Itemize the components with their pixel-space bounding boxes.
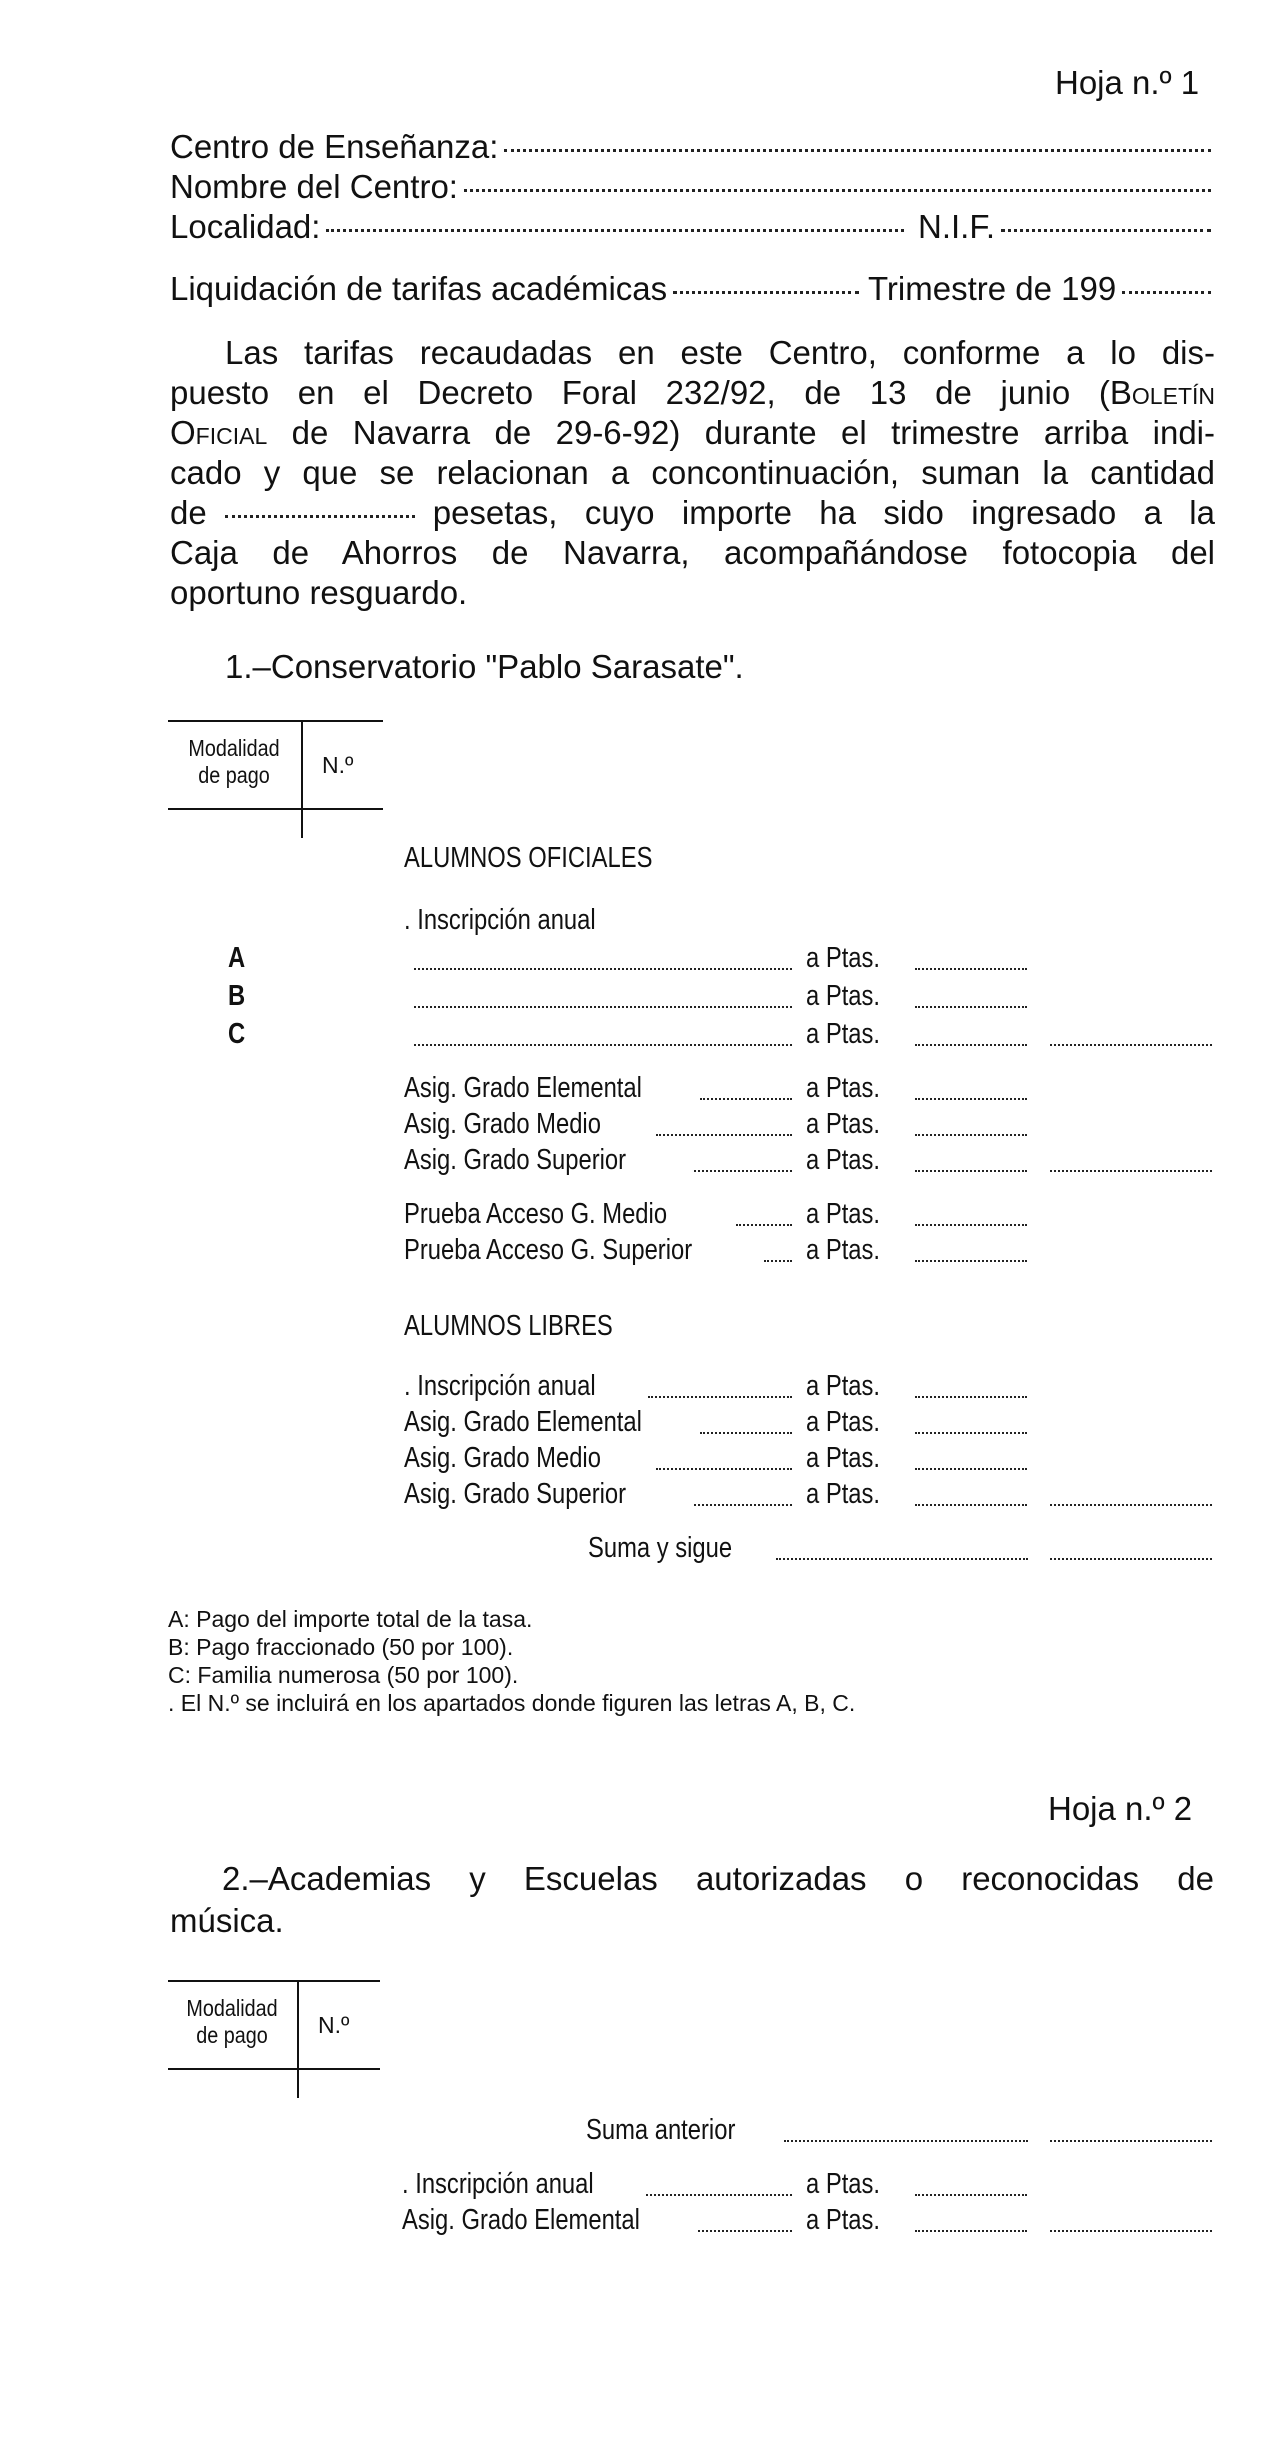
suma-y-sigue-label: Suma y sigue xyxy=(588,1532,733,1564)
table2-divider xyxy=(297,1980,299,2098)
row-libre-superior-a-ptas: a Ptas. xyxy=(806,1478,881,1510)
row-a-a-ptas: a Ptas. xyxy=(806,942,881,974)
inscripcion-anual-label: . Inscripción anual xyxy=(404,904,596,936)
suma-anterior-row xyxy=(0,2114,1283,2150)
letter-b: B xyxy=(228,980,246,1012)
row-prueba-medio-a-ptas: a Ptas. xyxy=(806,1198,881,1230)
row2-inscripcion-a-ptas: a Ptas. xyxy=(806,2168,881,2200)
note-b: B: Pago fraccionado (50 por 100). xyxy=(168,1634,514,1660)
note-c: C: Familia numerosa (50 por 100). xyxy=(168,1662,519,1688)
row-oficial-elemental-a-ptas: a Ptas. xyxy=(806,1072,881,1104)
row-libre-inscripcion-a-ptas: a Ptas. xyxy=(806,1370,881,1402)
row-oficial-medio-label: Asig. Grado Medio xyxy=(404,1108,601,1140)
row2-elemental-label: Asig. Grado Elemental xyxy=(402,2204,640,2236)
para-line-5-de: de xyxy=(170,494,207,531)
row-prueba-medio-label: Prueba Acceso G. Medio xyxy=(404,1198,668,1230)
section-2-title-line-2: música. xyxy=(170,1902,284,1939)
intro-paragraph xyxy=(170,333,1215,613)
row-libre-medio-a-ptas: a Ptas. xyxy=(806,1442,881,1474)
sheet-number-1: Hoja n.º 1 xyxy=(1055,64,1200,101)
boletin-word: Boletín xyxy=(1109,374,1215,411)
section-2-title-line-1: 2.–Academias y Escuelas autorizadas o reconocidas de xyxy=(222,1860,1214,1897)
para-line-7: oportuno resguardo. xyxy=(170,574,468,611)
sheet-number-2: Hoja n.º 2 xyxy=(1048,1790,1193,1827)
para-line-6: Caja de Ahorros de Navarra, acompañándose fotocopia del xyxy=(170,534,1215,571)
table-divider xyxy=(301,720,303,838)
trimestre-line xyxy=(868,270,1217,308)
row-oficial-medio xyxy=(0,1108,1283,1144)
row-oficial-elemental xyxy=(0,1072,1283,1108)
table-bottom-rule xyxy=(168,808,383,810)
oficial-word: Oficial xyxy=(170,414,268,451)
trimestre-label: Trimestre de 199 xyxy=(868,270,1117,307)
row-oficial-elemental-label: Asig. Grado Elemental xyxy=(404,1072,642,1104)
section-1-title: 1.–Conservatorio "Pablo Sarasate". xyxy=(225,648,744,685)
numero-header: N.º xyxy=(322,752,354,778)
centro-ensenanza-line xyxy=(170,128,1217,166)
letter-a: A xyxy=(228,942,246,974)
localidad-line xyxy=(170,208,910,246)
para-line-3-text: de Navarra de 29-6-92) durante el trimestre arriba indi- xyxy=(267,414,1215,451)
suma-anterior-label: Suma anterior xyxy=(586,2114,736,2146)
modalidad-header-2: Modalidad de pago xyxy=(186,1995,278,2048)
row-oficial-superior-label: Asig. Grado Superior xyxy=(404,1144,627,1176)
row-a xyxy=(0,942,1283,978)
row-libre-inscripcion-label: . Inscripción anual xyxy=(404,1370,596,1402)
note-n: . El N.º se incluirá en los apartados donde figuren las letras A, B, C. xyxy=(168,1690,856,1716)
centro-ensenanza-label: Centro de Enseñanza: xyxy=(170,128,499,165)
nombre-centro-label: Nombre del Centro: xyxy=(170,168,458,205)
alumnos-libres-heading: ALUMNOS LIBRES xyxy=(404,1310,613,1342)
row-prueba-superior-label: Prueba Acceso G. Superior xyxy=(404,1234,693,1266)
row2-elemental-a-ptas: a Ptas. xyxy=(806,2204,881,2236)
row-libre-medio-label: Asig. Grado Medio xyxy=(404,1442,601,1474)
row-libre-elemental-a-ptas: a Ptas. xyxy=(806,1406,881,1438)
numero-header-2: N.º xyxy=(318,2012,350,2038)
letter-c: C xyxy=(228,1018,246,1050)
nif-label: N.I.F. xyxy=(918,208,996,245)
row-c xyxy=(0,1018,1283,1054)
para-line-4: cado y que se relacionan a concontinuación, suman la cantidad xyxy=(170,454,1215,491)
nombre-centro-line xyxy=(170,168,1217,206)
row-libre-superior xyxy=(0,1478,1283,1514)
para-line-2 xyxy=(170,373,1215,413)
row2-elemental xyxy=(0,2204,1283,2240)
row-b xyxy=(0,980,1283,1016)
row2-inscripcion xyxy=(0,2168,1283,2204)
row-libre-superior-label: Asig. Grado Superior xyxy=(404,1478,627,1510)
table2-top-rule xyxy=(168,1980,380,1982)
row-oficial-medio-a-ptas: a Ptas. xyxy=(806,1108,881,1140)
row-libre-inscripcion xyxy=(0,1370,1283,1406)
row-oficial-superior xyxy=(0,1144,1283,1180)
note-a: A: Pago del importe total de la tasa. xyxy=(168,1606,533,1632)
nif-line xyxy=(918,208,1217,246)
row-libre-medio xyxy=(0,1442,1283,1478)
row-b-a-ptas: a Ptas. xyxy=(806,980,881,1012)
row-libre-elemental xyxy=(0,1406,1283,1442)
para-line-3 xyxy=(170,413,1215,453)
row-prueba-medio xyxy=(0,1198,1283,1234)
suma-y-sigue-row xyxy=(0,1532,1283,1568)
modalidad-header: Modalidad de pago xyxy=(188,735,280,788)
row-libre-elemental-label: Asig. Grado Elemental xyxy=(404,1406,642,1438)
para-line-5-text: pesetas, cuyo importe ha sido ingresado a la xyxy=(432,494,1215,531)
row-oficial-superior-a-ptas: a Ptas. xyxy=(806,1144,881,1176)
localidad-label: Localidad: xyxy=(170,208,321,245)
para-line-1: Las tarifas recaudadas en este Centro, conforme a lo dis- xyxy=(225,334,1215,371)
row-prueba-superior-a-ptas: a Ptas. xyxy=(806,1234,881,1266)
row-c-a-ptas: a Ptas. xyxy=(806,1018,881,1050)
row2-inscripcion-label: . Inscripción anual xyxy=(402,2168,594,2200)
row-prueba-superior xyxy=(0,1234,1283,1270)
liquidacion-label: Liquidación de tarifas académicas xyxy=(170,270,668,307)
alumnos-oficiales-heading: ALUMNOS OFICIALES xyxy=(404,842,653,874)
table2-bottom-rule xyxy=(168,2068,380,2070)
para-line-2-text: puesto en el Decreto Foral 232/92, de 13 de junio ( xyxy=(170,374,1110,411)
liquidacion-line xyxy=(170,270,865,308)
para-line-5 xyxy=(170,493,1215,533)
table-top-rule xyxy=(168,720,383,722)
